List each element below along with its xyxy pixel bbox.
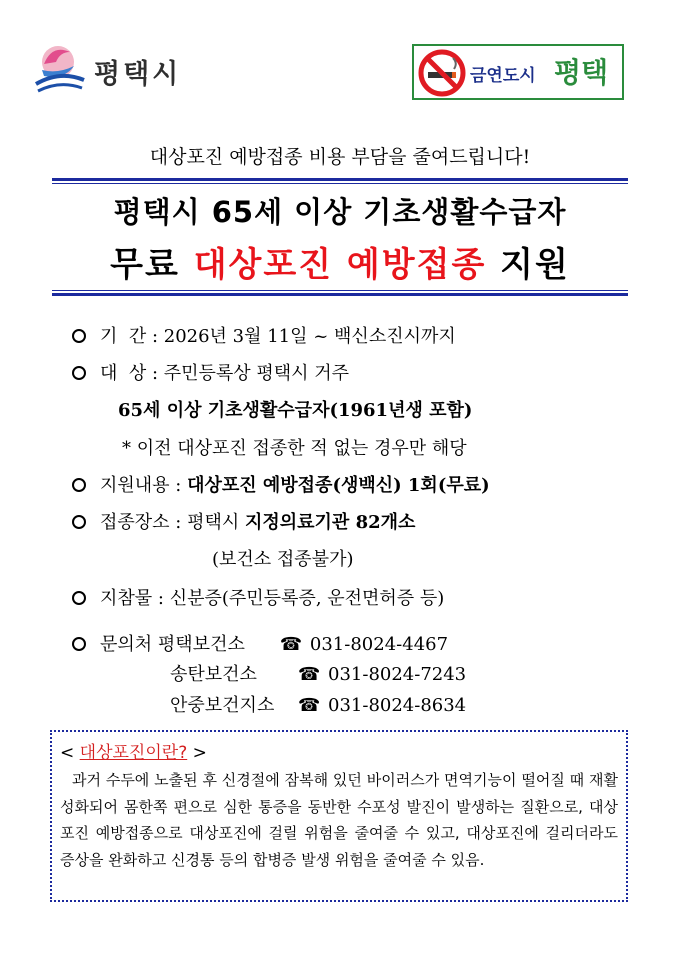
bullet-icon [72,637,86,651]
target-row [72,359,349,385]
bullet-icon [72,591,86,605]
place-note: (보건소 접종불가) [212,549,354,570]
bullet-icon [72,515,86,529]
contact-name: 송탄보건소 [170,664,257,685]
page-title-line1: 평택시 65세 이상 기초생활수급자 [113,195,567,229]
brand-text: 평택 [554,56,609,89]
contact-name: 평택보건소 [157,634,245,655]
items-row [72,584,444,610]
contact-row-3 [170,691,466,717]
target-detail: 65세 이상 기초생활수급자(1961년생 포함) [118,400,473,421]
contact-phone: 031-8024-8634 [328,695,467,716]
info-title-open: < [60,743,75,763]
contact-phone: 031-8024-4467 [309,634,449,655]
support-label: 지원내용 : [100,475,182,496]
contact-row-1 [72,630,448,656]
city-emblem-icon [30,40,90,100]
place-label: 접종장소 : [100,512,182,533]
target-note: * 이전 대상포진 접종한 적 없는 경우만 해당 [122,438,467,459]
shingles-info-box [50,730,628,902]
info-title-close: > [192,743,207,763]
title-rule-top [52,178,628,184]
period-row [72,322,456,348]
title-highlight: 대상포진 예방접종 [193,245,487,285]
contact-label: 문의처 [100,634,153,655]
period-label: 기 간 : [100,326,159,347]
target-value: 주민등록상 평택시 거주 [163,363,350,384]
bullet-icon [72,366,86,380]
pyeongtaek-city-logo [30,40,200,100]
bullet-icon [72,478,86,492]
place-city: 평택시 [187,512,240,533]
phone-icon: ☎ [279,634,303,655]
items-value: 신분증(주민등록증, 운전면허증 등) [169,588,445,609]
title-prefix: 무료 [110,245,180,285]
place-value: 지정의료기관 82개소 [244,512,416,533]
info-box-text: 과거 수두에 노출된 후 신경절에 잠복해 있던 바이러스가 면역기능이 떨어질 때 재활성화되어 몸한쪽 편으로 심한 통증을 동반한 수포성 발진이 발생하는 질환으로, 대상포진 예방접종으로 대상포진에 걸릴 위험을 줄여줄 수 있고, 대상포진에 걸리더라도 증상을 완화하고 신경통 등의 합병증 발생 위험을 줄여줄 수 있음. [60,771,618,869]
bullet-icon [72,329,86,343]
items-label: 지참물 : [100,588,164,609]
page-title-line2 [0,237,680,286]
city-name-text: 평택시 [94,59,182,90]
title-rule-bottom [52,290,628,296]
support-row [72,471,490,497]
place-row [72,508,415,534]
info-box-title [60,738,618,763]
no-smoking-icon [418,49,466,97]
info-title-text: 대상포진이란? [79,743,188,763]
no-smoking-slogan: 금연도시 [470,66,536,86]
phone-icon: ☎ [298,664,321,685]
target-label: 대 상 : [100,363,159,384]
phone-icon: ☎ [298,695,321,716]
period-value: 2026년 3월 11일 ~ 백신소진시까지 [163,326,456,347]
contact-row-2 [170,660,466,686]
title-suffix: 지원 [500,245,570,285]
no-smoking-city-logo [412,44,624,100]
contact-name: 안중보건지소 [170,695,275,716]
contact-phone: 031-8024-7243 [328,664,467,685]
subtitle: 대상포진 예방접종 비용 부담을 줄여드립니다! [149,146,531,168]
support-value: 대상포진 예방접종(생백신) 1회(무료) [187,475,490,496]
